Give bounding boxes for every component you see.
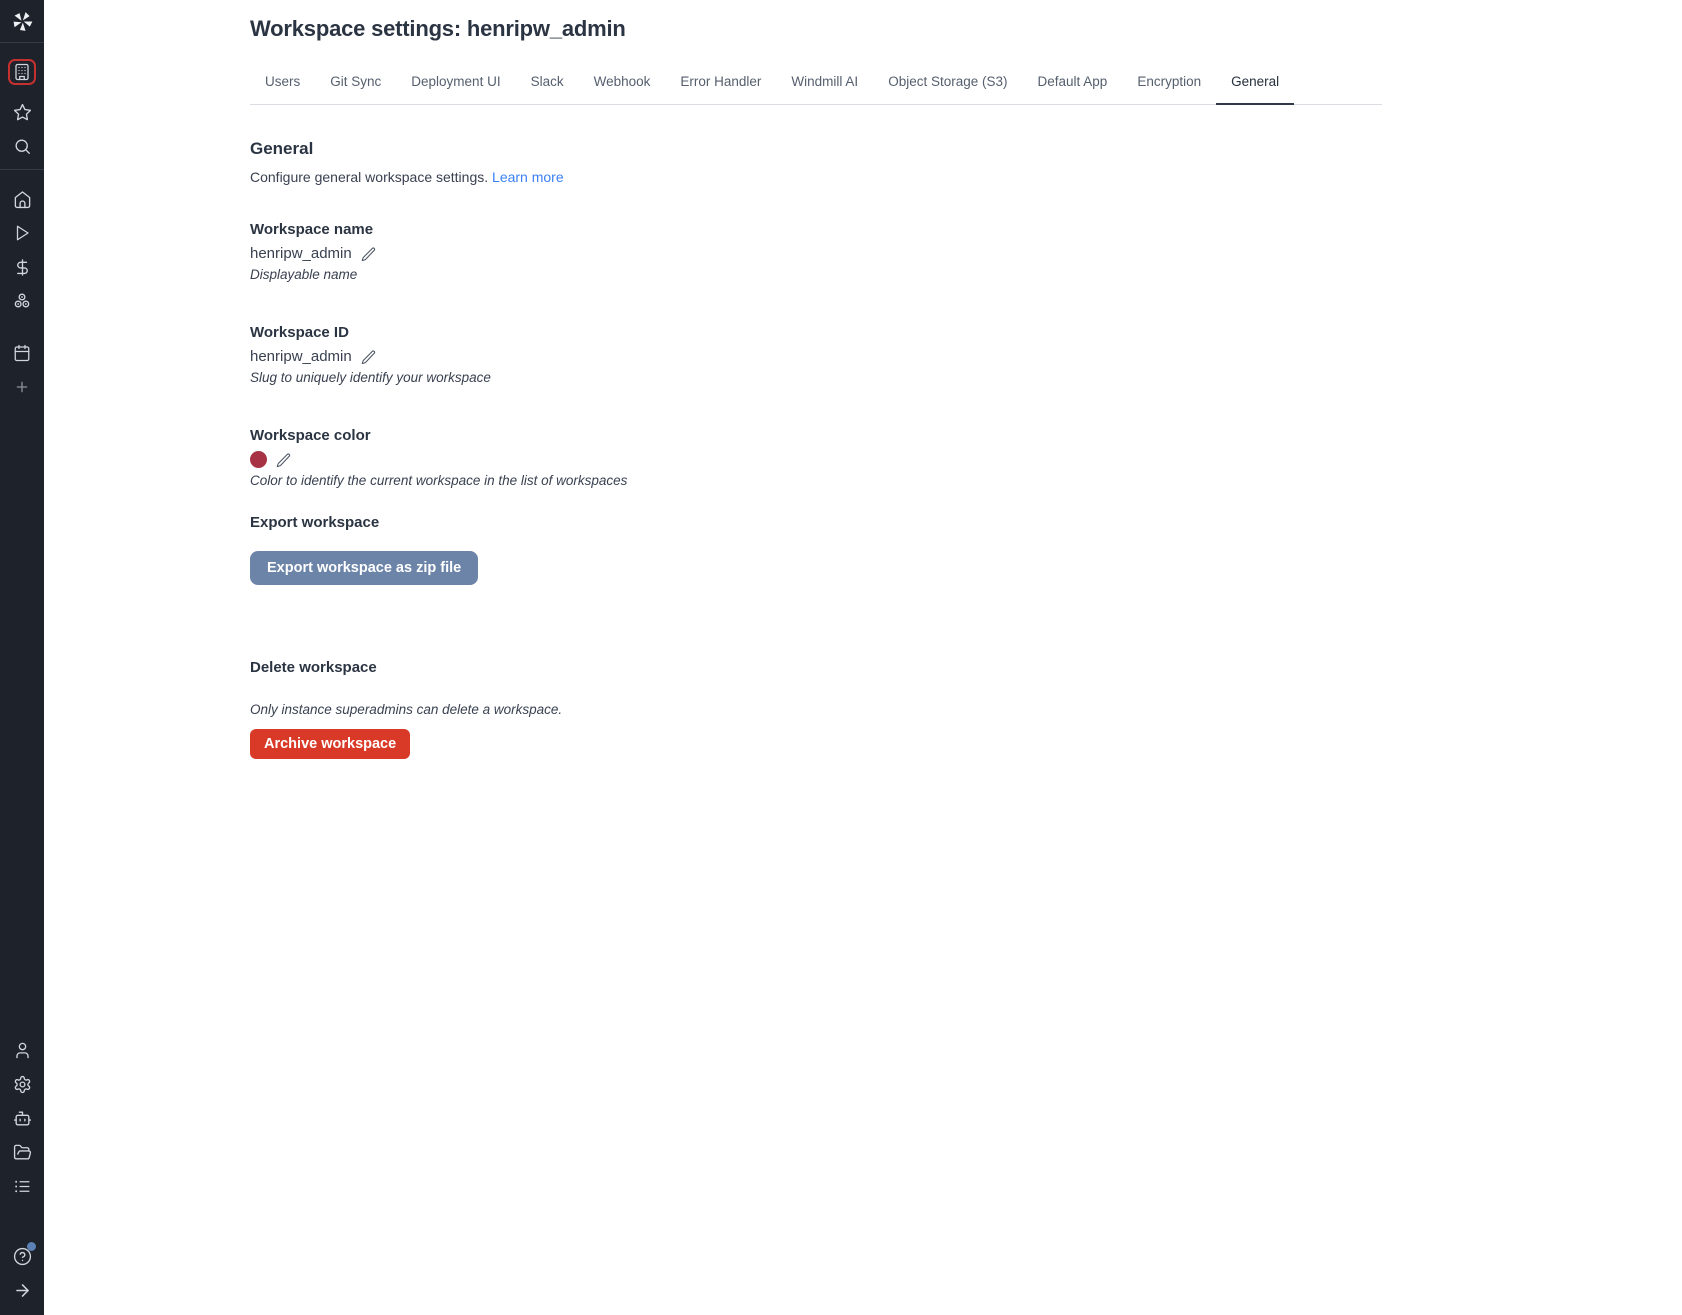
delete-workspace-label: Delete workspace xyxy=(250,659,377,676)
tab-object-storage[interactable]: Object Storage (S3) xyxy=(873,68,1022,104)
bot-icon xyxy=(13,1109,32,1128)
sidebar-divider xyxy=(0,169,44,170)
building-icon xyxy=(13,63,31,81)
tab-webhook[interactable]: Webhook xyxy=(579,68,666,104)
plus-icon xyxy=(14,379,30,395)
section-heading: General xyxy=(250,139,314,158)
tab-encryption[interactable]: Encryption xyxy=(1122,68,1216,104)
active-workspace-ring xyxy=(8,59,36,85)
sidebar-item-logs[interactable] xyxy=(0,1169,44,1203)
folder-open-icon xyxy=(13,1143,32,1162)
sidebar-item-resources[interactable] xyxy=(0,284,44,318)
workspace-color-swatch[interactable] xyxy=(250,451,267,468)
pencil-icon xyxy=(361,349,376,364)
home-icon xyxy=(13,190,32,209)
gear-icon xyxy=(13,1075,32,1094)
workspace-name-value: henripw_admin xyxy=(250,245,352,262)
workspace-id-label: Workspace ID xyxy=(250,324,349,341)
sidebar-divider xyxy=(0,42,44,43)
help-notification-dot xyxy=(27,1242,36,1251)
export-workspace-label: Export workspace xyxy=(250,514,380,531)
learn-more-link[interactable]: Learn more xyxy=(492,169,564,185)
pencil-icon xyxy=(361,246,376,261)
sidebar-item-favorites[interactable] xyxy=(0,95,44,129)
sidebar-item-settings[interactable] xyxy=(0,1067,44,1101)
sidebar-item-schedules[interactable] xyxy=(0,336,44,370)
sidebar-item-search[interactable] xyxy=(0,129,44,163)
tab-deployment-ui[interactable]: Deployment UI xyxy=(396,68,515,104)
tab-windmill-ai[interactable]: Windmill AI xyxy=(776,68,873,104)
pencil-icon xyxy=(276,452,291,467)
section-description xyxy=(250,169,1382,185)
workspace-color-field xyxy=(250,427,1382,488)
main-content xyxy=(44,0,1682,1315)
sidebar-item-variables[interactable] xyxy=(0,250,44,284)
star-icon xyxy=(13,103,32,122)
sidebar-item-help[interactable] xyxy=(0,1239,44,1273)
sidebar-item-home[interactable] xyxy=(0,182,44,216)
sidebar-item-folders[interactable] xyxy=(0,1135,44,1169)
sidebar xyxy=(0,0,44,1315)
list-icon xyxy=(13,1177,32,1196)
resources-cluster-icon xyxy=(12,291,32,311)
edit-workspace-name-icon[interactable] xyxy=(361,246,376,261)
tab-git-sync[interactable]: Git Sync xyxy=(315,68,396,104)
sidebar-item-workspace[interactable] xyxy=(0,55,44,89)
edit-workspace-color-icon[interactable] xyxy=(276,452,291,467)
sidebar-item-runs[interactable] xyxy=(0,216,44,250)
section-description-text: Configure general workspace settings. xyxy=(250,169,489,185)
workspace-id-value: henripw_admin xyxy=(250,348,352,365)
sidebar-item-ai[interactable] xyxy=(0,1101,44,1135)
workspace-name-field xyxy=(250,221,1382,282)
tab-slack[interactable]: Slack xyxy=(516,68,579,104)
archive-workspace-button[interactable]: Archive workspace xyxy=(250,729,410,759)
export-workspace-button[interactable]: Export workspace as zip file xyxy=(250,551,478,585)
delete-workspace-hint: Only instance superadmins can delete a workspace. xyxy=(250,702,563,717)
arrow-right-icon xyxy=(13,1281,32,1300)
play-icon xyxy=(13,224,31,242)
sidebar-item-expand[interactable] xyxy=(0,1273,44,1307)
workspace-color-hint: Color to identify the current workspace in the list of workspaces xyxy=(250,473,628,488)
calendar-icon xyxy=(13,344,31,362)
workspace-name-hint: Displayable name xyxy=(250,267,358,282)
general-panel xyxy=(250,139,1382,759)
windmill-logo[interactable] xyxy=(0,0,44,42)
windmill-logo-icon xyxy=(11,10,34,33)
sidebar-item-create[interactable] xyxy=(0,370,44,404)
workspace-id-field xyxy=(250,324,1382,385)
tab-default-app[interactable]: Default App xyxy=(1023,68,1123,104)
edit-workspace-id-icon[interactable] xyxy=(361,349,376,364)
search-icon xyxy=(13,137,32,156)
sidebar-item-workers[interactable] xyxy=(0,1033,44,1067)
dollar-icon xyxy=(13,258,32,277)
page-title: Workspace settings: henripw_admin xyxy=(250,16,626,41)
tabs-bar xyxy=(250,68,1382,105)
tab-general[interactable]: General xyxy=(1216,68,1294,105)
workspace-id-hint: Slug to uniquely identify your workspace xyxy=(250,370,491,385)
tab-users[interactable]: Users xyxy=(250,68,315,104)
workspace-name-label: Workspace name xyxy=(250,221,374,238)
tab-error-handler[interactable]: Error Handler xyxy=(665,68,776,104)
workspace-color-label: Workspace color xyxy=(250,427,371,444)
user-icon xyxy=(13,1041,32,1060)
